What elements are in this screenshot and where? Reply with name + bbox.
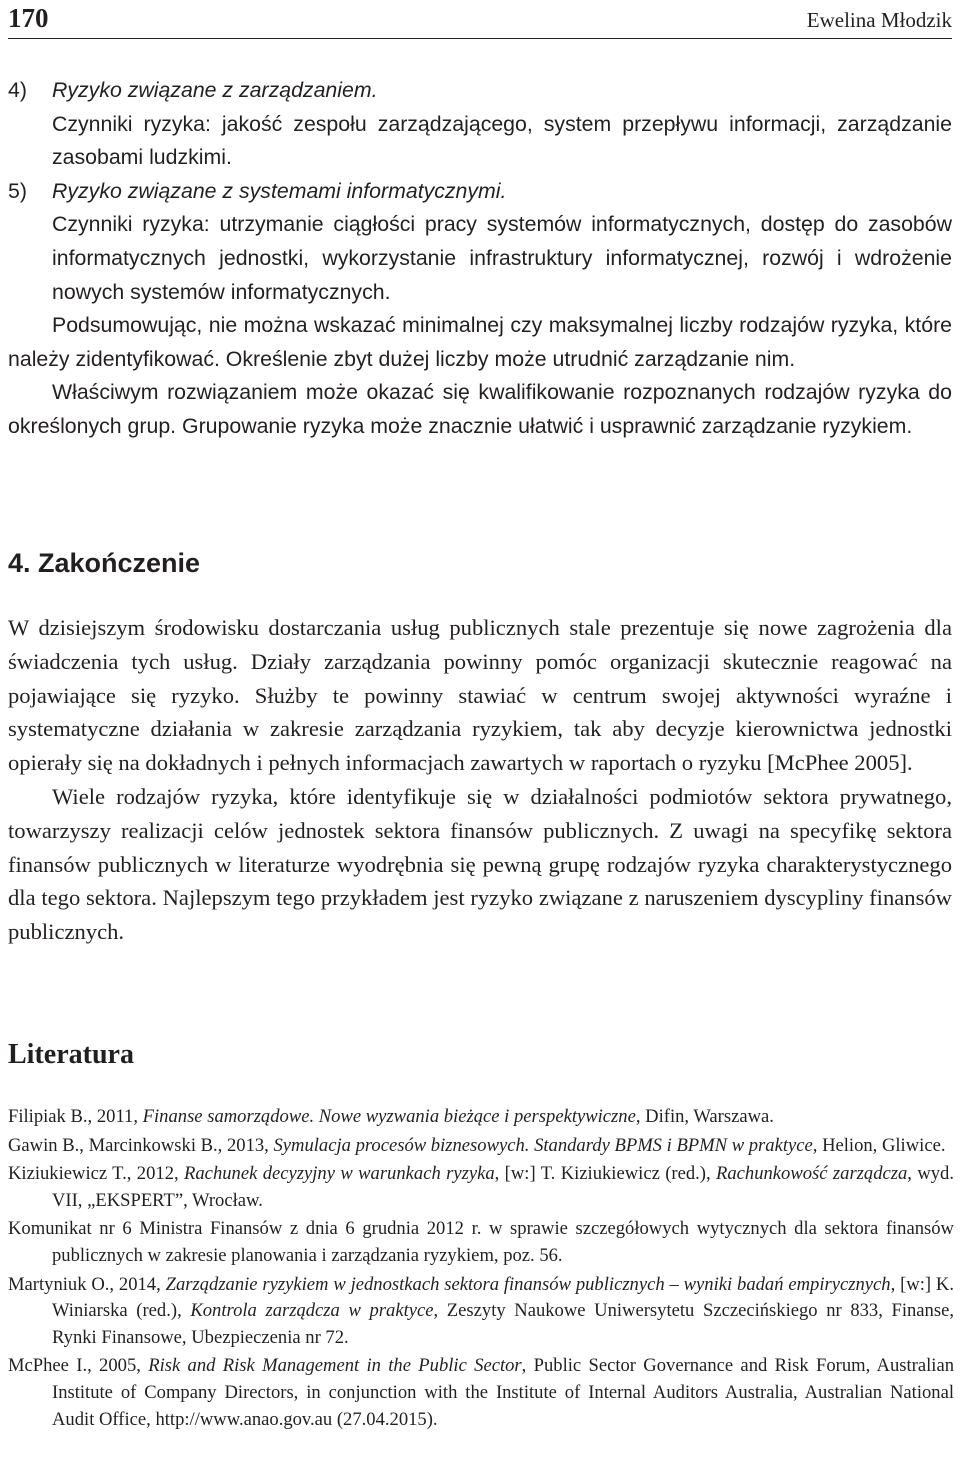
conclusion-paragraph: Wiele rodzajów ryzyka, które identyfikuje się w działalności podmiotów sektora prywatnego, towarzyszy realizacji celów jednostek sektora finansów publicznych. Z uwagi na specyfikę sektora finansów publicznych w literaturze wyodrębnia się pewną grupę rodzajów ryzyka charakterystycznego dla tego sektora. Najlepszym tego przykładem jest ryzyko związane z naruszeniem dyscypliny finansów publicznych. (8, 783, 952, 945)
page-number: 170 (8, 3, 49, 33)
list-number: 4) (8, 78, 27, 102)
bibliography-list (8, 1104, 954, 1433)
section-heading-conclusion: 4. Zakończenie (8, 548, 201, 578)
page-header (8, 0, 952, 39)
bibliography-entry (8, 1161, 954, 1214)
entry-text: Komunikat nr 6 Ministra Finansów z dnia 6 grudnia 2012 r. w sprawie szczegółowych wytycznych dla sektora finansów publicznych w zakresie planowania i zarządzania ryzykiem, poz. 56. (8, 1218, 954, 1266)
bibliography-entry (8, 1104, 954, 1131)
entry-text: Kiziukiewicz T., 2012, (8, 1163, 185, 1185)
entry-title: Symulacja procesów biznesowych. Standardy BPMS i BPMN w praktyce (273, 1134, 813, 1156)
entry-title: Risk and Risk Management in the Public Sector (148, 1355, 522, 1377)
summary-paragraph: Właściwym rozwiązaniem może okazać się kwalifikowanie rozpoznanych rodzajów ryzyka do określonych grup. Grupowanie ryzyka może znacznie ułatwić i usprawnić zarządzanie ryzykiem. (8, 380, 952, 438)
entry-title: Zarządzanie ryzykiem w jednostkach sektora finansów publicznych – wyniki badań empirycznych (165, 1273, 891, 1295)
bibliography-entry (8, 1353, 954, 1433)
bibliography-entry (8, 1272, 954, 1352)
entry-text: , Zeszyty Naukowe Uniwersytetu Szczecińskiego nr 833, Finanse, Rynki Finansowe, Ubezpieczenia nr 72. (52, 1300, 954, 1348)
list-item (8, 175, 952, 209)
conclusion-body (8, 611, 952, 949)
summary-paragraph: Podsumowując, nie można wskazać minimalnej czy maksymalnej liczby rodzajów ryzyka, które należy zidentyfikować. Określenie zbyt dużej liczby może utrudnić zarządzanie nim. (8, 313, 952, 371)
list-item (8, 74, 952, 108)
entry-text: , Public Sector Governance and Risk Forum, Australian Institute of Company Directors, in conjunction with the Institute of Internal Auditors Australia, Australian National Audit Office, http://www.anao.gov.au (27.04.2015). (52, 1355, 955, 1430)
entry-text: , [w:] K. Winiarska (red.), (52, 1273, 954, 1322)
list-item-factors: Czynniki ryzyka: jakość zespołu zarządzającego, system przepływu informacji, zarządzanie zasobami ludzkimi. (52, 111, 952, 170)
entry-title: Kontrola zarządcza w praktyce (190, 1300, 434, 1322)
list-item-title: Ryzyko związane z zarządzaniem. (52, 78, 378, 102)
entry-text: Gawin B., Marcinkowski B., 2013, (8, 1134, 274, 1156)
entry-text: , wyd. VII, „EKSPERT”, Wrocław. (52, 1163, 954, 1211)
list-number: 5) (8, 178, 27, 203)
entry-text: McPhee I., 2005, (8, 1355, 149, 1377)
entry-text: , Difin, Warszawa. (635, 1106, 774, 1127)
entry-text: , Helion, Gliwice. (812, 1134, 946, 1156)
entry-text: , [w:] T. Kiziukiewicz (red.), (494, 1163, 716, 1185)
entry-title: Rachunkowość zarządcza (716, 1163, 908, 1185)
risk-list-section (8, 74, 952, 444)
entry-title: Rachunek decyzyjny w warunkach ryzyka (184, 1163, 495, 1185)
bibliography-entry (8, 1216, 954, 1269)
list-item-title: Ryzyko związane z systemami informatycznymi. (52, 178, 507, 203)
entry-text: Martyniuk O., 2014, (8, 1273, 166, 1295)
section-heading-literature: Literatura (8, 1039, 134, 1070)
bibliography-entry (8, 1133, 954, 1160)
conclusion-paragraph: W dzisiejszym środowisku dostarczania usług publicznych stale prezentuje się nowe zagrożenia dla świadczenia tych usług. Działy zarządzania powinny pomóc organizacji skutecznie reagować na pojawiające się ryzyko. Służby te powinny stawiać w centrum swojej aktywności wyraźne i systematyczne działania w zakresie zarządzania ryzykiem, tak aby decyzje kierownictwa jednostki opierały się na dokładnych i pełnych informacjach zawartych w raportach o ryzyku [McPhee 2005]. (8, 615, 952, 776)
list-item-factors: Czynniki ryzyka: utrzymanie ciągłości pracy systemów informatycznych, dostęp do zasobów informatycznych jednostki, wykorzystanie infrastruktury informatycznej, rozwój i wdrożenie nowych systemów informatycznych. (52, 212, 952, 304)
running-head-author: Ewelina Młodzik (806, 8, 952, 32)
entry-title: Finanse samorządowe. Nowe wyzwania bieżące i perspektywiczne (142, 1106, 636, 1127)
entry-text: Filipiak B., 2011, (8, 1106, 143, 1127)
